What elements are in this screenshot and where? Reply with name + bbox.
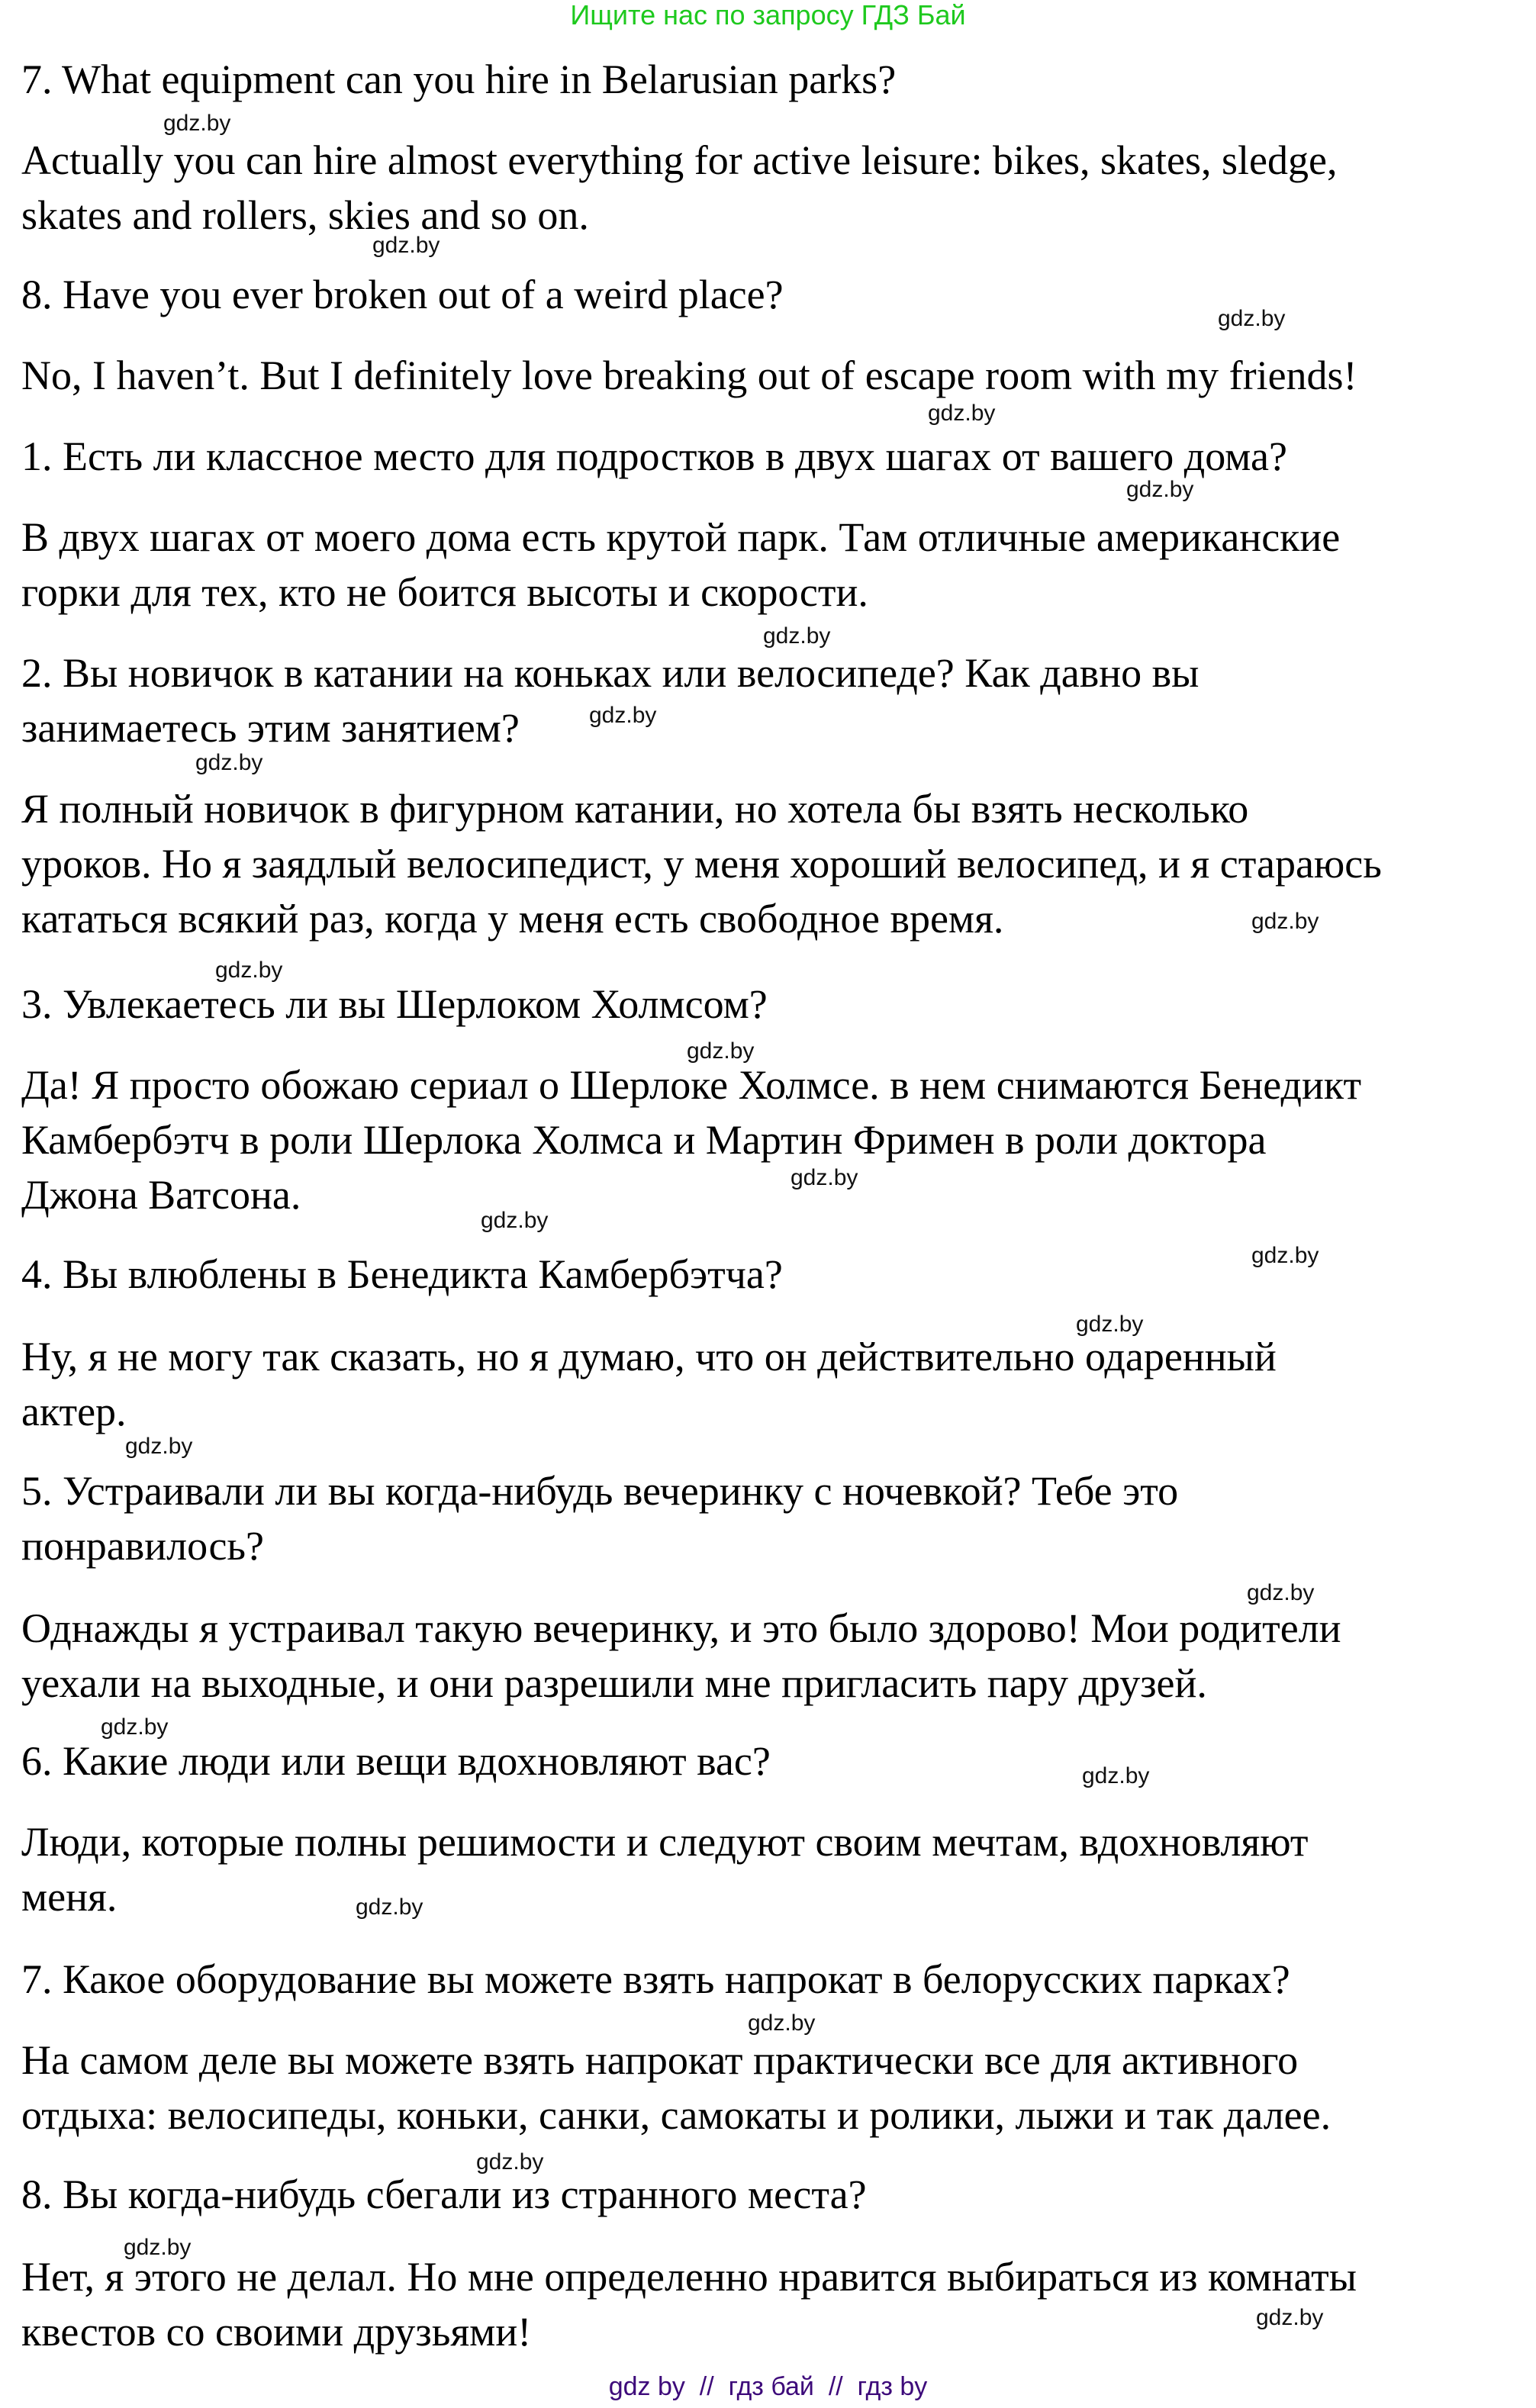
watermark: gdz.by <box>481 1208 549 1233</box>
watermark: gdz.by <box>1126 477 1194 502</box>
watermark: gdz.by <box>215 958 283 983</box>
watermark: gdz.by <box>195 750 263 775</box>
watermark: gdz.by <box>1251 1243 1319 1268</box>
answer-text: Однажды я устраивал такую вечеринку, и это было здорово! Мои родители <box>21 1605 1341 1651</box>
watermark: gdz.by <box>356 1895 423 1920</box>
site-footer-links: gdz by // гдз бай // гдз by <box>608 2372 928 2401</box>
question-text: 7. What equipment can you hire in Belarusian parks? <box>21 56 897 102</box>
watermark: gdz.by <box>1082 1763 1150 1788</box>
answer-text: Ну, я не могу так сказать, но я думаю, что он действительно одаренный <box>21 1334 1277 1379</box>
answer-text: В двух шагах от моего дома есть крутой парк. Там отличные американские <box>21 514 1341 560</box>
watermark: gdz.by <box>163 111 231 136</box>
question-text: 3. Увлекаетесь ли вы Шерлоком Холмсом? <box>21 981 768 1027</box>
answer-text: квестов со своими друзьями! <box>21 2309 532 2355</box>
watermark: gdz.by <box>1256 2305 1324 2330</box>
watermark: gdz.by <box>1218 306 1286 331</box>
answer-text: Да! Я просто обожаю сериал о Шерлоке Холмсе. в нем снимаются Бенедикт <box>21 1062 1362 1108</box>
answer-text: Люди, которые полны решимости и следуют своим мечтам, вдохновляют <box>21 1819 1309 1865</box>
watermark: gdz.by <box>748 2010 816 2036</box>
answer-text: Нет, я этого не делал. Но мне определенно нравится выбираться из комнаты <box>21 2254 1357 2300</box>
answer-text: горки для тех, кто не боится высоты и скорости. <box>21 569 868 615</box>
watermark: gdz.by <box>763 623 831 649</box>
watermark: gdz.by <box>1247 1580 1315 1605</box>
question-text: 8. Вы когда-нибудь сбегали из странного места? <box>21 2171 867 2217</box>
answer-text: меня. <box>21 1874 118 1920</box>
answer-text: skates and rollers, skies and so on. <box>21 192 589 238</box>
question-text: 5. Устраивали ли вы когда-нибудь вечеринку с ночевкой? Тебе это <box>21 1468 1179 1514</box>
question-text: 6. Какие люди или вещи вдохновляют вас? <box>21 1738 771 1784</box>
answer-text: Я полный новичок в фигурном катании, но хотела бы взять несколько <box>21 786 1249 832</box>
search-promo-header: Ищите нас по запросу ГДЗ Бай <box>570 0 966 31</box>
watermark: gdz.by <box>687 1038 755 1064</box>
watermark: gdz.by <box>372 233 440 258</box>
answer-text: уроков. Но я заядлый велосипедист, у меня хороший велосипед, и я стараюсь <box>21 841 1382 887</box>
answer-text: кататься всякий раз, когда у меня есть свободное время. <box>21 896 1004 942</box>
watermark: gdz.by <box>101 1714 169 1740</box>
question-text: 8. Have you ever broken out of a weird place? <box>21 272 784 317</box>
question-text: 1. Есть ли классное место для подростков в двух шагах от вашего дома? <box>21 433 1287 479</box>
answer-text: отдыха: велосипеды, коньки, санки, самокаты и ролики, лыжи и так далее. <box>21 2092 1332 2138</box>
watermark: gdz.by <box>928 401 996 426</box>
answer-text: актер. <box>21 1389 127 1434</box>
watermark: gdz.by <box>476 2149 544 2175</box>
watermark: gdz.by <box>1076 1312 1144 1337</box>
question-text: 7. Какое оборудование вы можете взять напрокат в белорусских парках? <box>21 1956 1290 2002</box>
answer-text: На самом деле вы можете взять напрокат практически все для активного <box>21 2037 1299 2083</box>
answer-text: Камбербэтч в роли Шерлока Холмса и Мартин Фримен в роли доктора <box>21 1117 1267 1163</box>
question-text: 4. Вы влюблены в Бенедикта Камбербэтча? <box>21 1251 783 1297</box>
answer-text: уехали на выходные, и они разрешили мне пригласить пару друзей. <box>21 1660 1207 1706</box>
watermark: gdz.by <box>589 703 657 728</box>
watermark: gdz.by <box>791 1165 858 1190</box>
answer-text: Actually you can hire almost everything for active leisure: bikes, skates, sledge, <box>21 137 1338 183</box>
watermark: gdz.by <box>125 1434 193 1459</box>
question-text: 2. Вы новичок в катании на коньках или велосипеде? Как давно вы <box>21 650 1199 696</box>
question-text: понравилось? <box>21 1523 265 1569</box>
watermark: gdz.by <box>1251 909 1319 934</box>
watermark: gdz.by <box>124 2235 192 2260</box>
question-text: занимаетесь этим занятием? <box>21 705 520 751</box>
answer-text: No, I haven’t. But I definitely love breaking out of escape room with my friends! <box>21 353 1357 398</box>
answer-text: Джона Ватсона. <box>21 1172 301 1218</box>
